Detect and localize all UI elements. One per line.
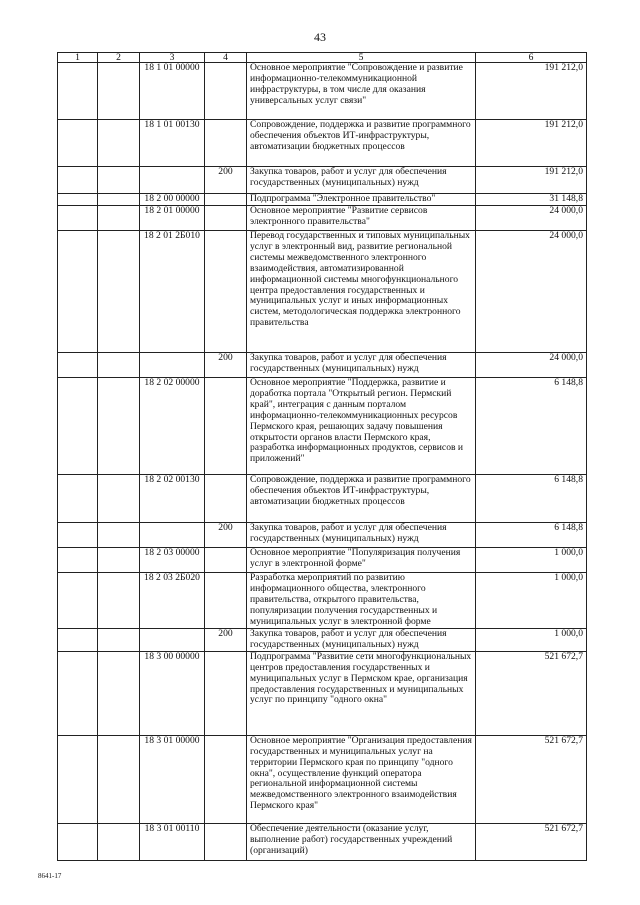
cell-expense-type: [205, 573, 247, 629]
cell-col2: [98, 523, 140, 548]
cell-code: [140, 353, 205, 378]
cell-code: 18 2 02 00000: [140, 378, 205, 475]
table-row: [58, 735, 587, 823]
cell-col1: [58, 735, 98, 823]
cell-col2: [98, 206, 140, 231]
column-header: 6: [476, 53, 587, 63]
cell-amount: 31 148,8: [476, 194, 587, 206]
cell-amount: 191 212,0: [476, 63, 587, 120]
cell-amount: 24 000,0: [476, 353, 587, 378]
cell-code: [140, 167, 205, 194]
cell-code: 18 2 00 00000: [140, 194, 205, 206]
cell-expense-type: [205, 120, 247, 167]
cell-col1: [58, 475, 98, 523]
table-body: [58, 63, 587, 861]
cell-name: Основное мероприятие "Поддержка, развитие и доработка портала "Открытый регион. Пермский край", интеграция с данным порталом информационно-телекоммуникационных ресурсов Пермского края, решающих задачу повышения открытости органов власти Пермского края, разработка информационных продуктов, сервисов и приложений": [247, 378, 476, 475]
table-row: [58, 63, 587, 120]
cell-name: Сопровождение, поддержка и развитие программного обеспечения объектов ИТ-инфраструктуры, автоматизации бюджетных процессов: [247, 120, 476, 167]
table-row: [58, 206, 587, 231]
cell-name: Подпрограмма "Электронное правительство": [247, 194, 476, 206]
column-header: 4: [205, 53, 247, 63]
cell-code: 18 2 01 2Б010: [140, 231, 205, 353]
cell-col1: [58, 573, 98, 629]
table-row: [58, 629, 587, 652]
cell-code: 18 2 02 00130: [140, 475, 205, 523]
cell-expense-type: [205, 651, 247, 735]
cell-expense-type: [205, 735, 247, 823]
footer-code: 8641-17: [38, 872, 62, 880]
column-header: 1: [58, 53, 98, 63]
budget-table: [57, 52, 587, 861]
cell-col1: [58, 629, 98, 652]
table-row: [58, 823, 587, 860]
cell-col1: [58, 523, 98, 548]
cell-amount: 24 000,0: [476, 206, 587, 231]
cell-col2: [98, 194, 140, 206]
cell-expense-type: 200: [205, 523, 247, 548]
cell-col1: [58, 378, 98, 475]
table-row: [58, 353, 587, 378]
cell-col2: [98, 167, 140, 194]
cell-col2: [98, 573, 140, 629]
cell-col2: [98, 651, 140, 735]
cell-col1: [58, 63, 98, 120]
cell-col2: [98, 120, 140, 167]
table-row: [58, 523, 587, 548]
cell-col2: [98, 231, 140, 353]
cell-amount: 24 000,0: [476, 231, 587, 353]
cell-col1: [58, 206, 98, 231]
cell-col1: [58, 823, 98, 860]
cell-expense-type: [205, 63, 247, 120]
cell-col2: [98, 63, 140, 120]
cell-code: 18 2 01 00000: [140, 206, 205, 231]
cell-expense-type: [205, 378, 247, 475]
table-row: [58, 651, 587, 735]
cell-col1: [58, 120, 98, 167]
cell-code: 18 2 03 2Б020: [140, 573, 205, 629]
cell-name: Перевод государственных и типовых муниципальных услуг в электронный вид, развитие региональной системы межведомственного электронного взаимодействия, автоматизированной информационной системы многофункционального центра предоставления государственных и муниципальных услуг и иных информационных систем, методологическая поддержка электронного правительства: [247, 231, 476, 353]
table-row: [58, 120, 587, 167]
cell-col1: [58, 231, 98, 353]
cell-name: Закупка товаров, работ и услуг для обеспечения государственных (муниципальных) нужд: [247, 523, 476, 548]
cell-col2: [98, 548, 140, 573]
cell-amount: 1 000,0: [476, 548, 587, 573]
cell-expense-type: [205, 231, 247, 353]
cell-code: 18 3 01 00110: [140, 823, 205, 860]
cell-expense-type: [205, 206, 247, 231]
cell-amount: 6 148,8: [476, 378, 587, 475]
table-row: [58, 573, 587, 629]
cell-amount: 521 672,7: [476, 823, 587, 860]
cell-expense-type: 200: [205, 353, 247, 378]
cell-amount: 521 672,7: [476, 651, 587, 735]
table-row: [58, 231, 587, 353]
cell-name: Основное мероприятие "Популяризация получения услуг в электронной форме": [247, 548, 476, 573]
cell-amount: 1 000,0: [476, 629, 587, 652]
cell-name: Обеспечение деятельности (оказание услуг, выполнение работ) государственных учреждений (организаций): [247, 823, 476, 860]
page-number: 43: [314, 30, 326, 44]
cell-code: 18 1 01 00000: [140, 63, 205, 120]
cell-code: 18 2 03 00000: [140, 548, 205, 573]
cell-col2: [98, 823, 140, 860]
table-row: [58, 194, 587, 206]
cell-code: 18 1 01 00130: [140, 120, 205, 167]
cell-name: Закупка товаров, работ и услуг для обеспечения государственных (муниципальных) нужд: [247, 353, 476, 378]
cell-name: Основное мероприятие "Организация предоставления государственных и муниципальных услуг на территории Пермского края по принципу "одного окна", осуществление функций оператора региональной информационной системы межведомственного электронного взаимодействия Пермского края": [247, 735, 476, 823]
column-header: 5: [247, 53, 476, 63]
cell-code: [140, 523, 205, 548]
cell-name: Сопровождение, поддержка и развитие программного обеспечения объектов ИТ-инфраструктуры, автоматизации бюджетных процессов: [247, 475, 476, 523]
cell-col1: [58, 167, 98, 194]
cell-amount: 1 000,0: [476, 573, 587, 629]
table-header-row: [58, 53, 587, 63]
column-header: 3: [140, 53, 205, 63]
cell-col2: [98, 353, 140, 378]
cell-expense-type: [205, 194, 247, 206]
cell-expense-type: [205, 823, 247, 860]
cell-expense-type: [205, 475, 247, 523]
cell-code: 18 3 00 00000: [140, 651, 205, 735]
cell-col2: [98, 629, 140, 652]
table-row: [58, 167, 587, 194]
cell-col1: [58, 353, 98, 378]
cell-code: 18 3 01 00000: [140, 735, 205, 823]
column-header: 2: [98, 53, 140, 63]
cell-expense-type: [205, 548, 247, 573]
cell-name: Основное мероприятие "Сопровождение и развитие информационно-телекоммуникационной инфраструктуры, в том числе для оказания универсальных услуг связи": [247, 63, 476, 120]
cell-expense-type: 200: [205, 167, 247, 194]
cell-name: Разработка мероприятий по развитию информационного общества, электронного правительства, открытого правительства, популяризации получения государственных и муниципальных услуг в электронной форме: [247, 573, 476, 629]
cell-amount: 521 672,7: [476, 735, 587, 823]
table-row: [58, 378, 587, 475]
cell-name: Подпрограмма "Развитие сети многофункциональных центров предоставления государственных и муниципальных услуг в Пермском крае, организация предоставления государственных и муниципальных услуг по принципу "одного окна": [247, 651, 476, 735]
cell-col1: [58, 548, 98, 573]
cell-expense-type: 200: [205, 629, 247, 652]
cell-amount: 6 148,8: [476, 475, 587, 523]
cell-amount: 191 212,0: [476, 167, 587, 194]
cell-col1: [58, 194, 98, 206]
cell-col1: [58, 651, 98, 735]
cell-name: Закупка товаров, работ и услуг для обеспечения государственных (муниципальных) нужд: [247, 167, 476, 194]
table-row: [58, 475, 587, 523]
cell-name: Закупка товаров, работ и услуг для обеспечения государственных (муниципальных) нужд: [247, 629, 476, 652]
cell-name: Основное мероприятие "Развитие сервисов электронного правительства": [247, 206, 476, 231]
cell-col2: [98, 378, 140, 475]
cell-amount: 191 212,0: [476, 120, 587, 167]
cell-col2: [98, 735, 140, 823]
cell-col2: [98, 475, 140, 523]
cell-amount: 6 148,8: [476, 523, 587, 548]
table-row: [58, 548, 587, 573]
cell-code: [140, 629, 205, 652]
